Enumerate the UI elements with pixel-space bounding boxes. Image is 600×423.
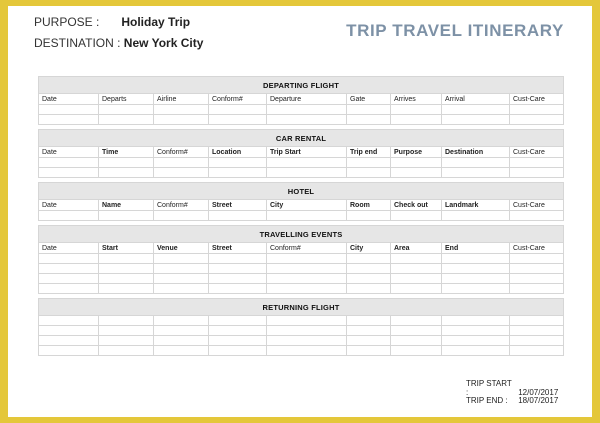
section-header <box>39 130 564 147</box>
entry-cell[interactable] <box>347 168 391 178</box>
entry-cell[interactable] <box>267 115 347 125</box>
entry-cell[interactable] <box>391 326 442 336</box>
column-header: Trip end <box>347 147 391 158</box>
column-header: Cust-Care <box>510 200 564 211</box>
entry-cell[interactable] <box>267 264 347 274</box>
table-row <box>39 168 564 178</box>
entry-cell[interactable] <box>267 336 347 346</box>
entry-cell[interactable] <box>39 316 99 326</box>
column-header: Street <box>209 243 267 254</box>
entry-cell[interactable] <box>209 346 267 356</box>
section-title: TRAVELLING EVENTS <box>39 226 564 243</box>
entry-cell[interactable] <box>154 316 209 326</box>
entry-cell[interactable] <box>267 316 347 326</box>
entry-cell[interactable] <box>510 336 564 346</box>
entry-cell[interactable] <box>510 346 564 356</box>
entry-cell[interactable] <box>39 254 99 264</box>
destination-line <box>34 36 203 50</box>
entry-cell[interactable] <box>39 264 99 274</box>
table-row <box>39 346 564 356</box>
entry-cell[interactable] <box>347 284 391 294</box>
entry-cell[interactable] <box>99 168 154 178</box>
entry-cell[interactable] <box>442 264 510 274</box>
entry-cell[interactable] <box>347 254 391 264</box>
entry-cell[interactable] <box>39 336 99 346</box>
entry-cell[interactable] <box>154 158 209 168</box>
entry-cell[interactable] <box>99 264 154 274</box>
entry-cell[interactable] <box>99 284 154 294</box>
section-title: HOTEL <box>39 183 564 200</box>
entry-cell[interactable] <box>99 336 154 346</box>
entry-cell[interactable] <box>391 158 442 168</box>
column-header: Date <box>39 200 99 211</box>
entry-cell[interactable] <box>154 346 209 356</box>
entry-cell[interactable] <box>99 254 154 264</box>
entry-cell[interactable] <box>391 316 442 326</box>
column-header: Conform# <box>154 200 209 211</box>
entry-cell[interactable] <box>154 264 209 274</box>
column-header: Check out <box>391 200 442 211</box>
column-header: City <box>267 200 347 211</box>
entry-cell[interactable] <box>510 274 564 284</box>
column-header: Conform# <box>267 243 347 254</box>
entry-cell[interactable] <box>99 274 154 284</box>
entry-cell[interactable] <box>39 211 99 221</box>
entry-cell[interactable] <box>442 274 510 284</box>
column-header: Trip Start <box>267 147 347 158</box>
entry-cell[interactable] <box>267 105 347 115</box>
entry-cell[interactable] <box>154 284 209 294</box>
entry-cell[interactable] <box>391 115 442 125</box>
entry-cell[interactable] <box>267 158 347 168</box>
section-title: CAR RENTAL <box>39 130 564 147</box>
entry-cell[interactable] <box>510 316 564 326</box>
column-header: Conform# <box>154 147 209 158</box>
entry-cell[interactable] <box>347 336 391 346</box>
entry-cell[interactable] <box>347 158 391 168</box>
trip-end-value: 18/07/2017 <box>518 396 559 405</box>
entry-cell[interactable] <box>510 105 564 115</box>
entry-cell[interactable] <box>347 326 391 336</box>
entry-cell[interactable] <box>267 211 347 221</box>
column-header: Departure <box>267 94 347 105</box>
table-row <box>39 316 564 326</box>
entry-cell[interactable] <box>442 158 510 168</box>
entry-cell[interactable] <box>154 254 209 264</box>
entry-cell[interactable] <box>347 105 391 115</box>
entry-cell[interactable] <box>154 105 209 115</box>
entry-cell[interactable] <box>267 284 347 294</box>
itinerary-page <box>8 6 592 417</box>
purpose-value: Holiday Trip <box>121 15 191 29</box>
column-header: End <box>442 243 510 254</box>
entry-cell[interactable] <box>99 346 154 356</box>
entry-cell[interactable] <box>347 346 391 356</box>
entry-cell[interactable] <box>39 105 99 115</box>
entry-cell[interactable] <box>209 115 267 125</box>
entry-cell[interactable] <box>391 168 442 178</box>
section-header <box>39 299 564 316</box>
column-header: Venue <box>154 243 209 254</box>
entry-cell[interactable] <box>510 264 564 274</box>
column-header: Destination <box>442 147 510 158</box>
column-header: Cust-Care <box>510 94 564 105</box>
entry-cell[interactable] <box>510 115 564 125</box>
entry-cell[interactable] <box>347 211 391 221</box>
column-header: Start <box>99 243 154 254</box>
trip-end-label: TRIP END : <box>466 396 508 405</box>
entry-cell[interactable] <box>39 158 99 168</box>
entry-cell[interactable] <box>267 326 347 336</box>
entry-cell[interactable] <box>39 115 99 125</box>
entry-cell[interactable] <box>209 105 267 115</box>
entry-cell[interactable] <box>209 326 267 336</box>
entry-cell[interactable] <box>209 316 267 326</box>
table-row <box>39 274 564 284</box>
section-title: RETURNING FLIGHT <box>39 299 564 316</box>
column-header: Landmark <box>442 200 510 211</box>
entry-cell[interactable] <box>99 326 154 336</box>
entry-cell[interactable] <box>154 168 209 178</box>
entry-cell[interactable] <box>209 254 267 264</box>
table-row <box>39 326 564 336</box>
entry-cell[interactable] <box>154 336 209 346</box>
entry-cell[interactable] <box>209 211 267 221</box>
table-row <box>39 115 564 125</box>
column-header: Name <box>99 200 154 211</box>
entry-cell[interactable] <box>39 168 99 178</box>
section-header <box>39 226 564 243</box>
entry-cell[interactable] <box>154 274 209 284</box>
column-header: Cust-Care <box>510 243 564 254</box>
destination-value: New York City <box>123 36 204 50</box>
column-header-row <box>39 200 564 211</box>
entry-cell[interactable] <box>442 105 510 115</box>
entry-cell[interactable] <box>442 346 510 356</box>
entry-cell[interactable] <box>510 254 564 264</box>
purpose-line <box>34 15 190 29</box>
section-title: DEPARTING FLIGHT <box>39 77 564 94</box>
column-header: Cust-Care <box>510 147 564 158</box>
entry-cell[interactable] <box>510 168 564 178</box>
column-header: Street <box>209 200 267 211</box>
table-row <box>39 254 564 264</box>
entry-cell[interactable] <box>391 264 442 274</box>
table-row <box>39 158 564 168</box>
entry-cell[interactable] <box>510 326 564 336</box>
entry-cell[interactable] <box>510 211 564 221</box>
entry-cell[interactable] <box>209 274 267 284</box>
entry-cell[interactable] <box>347 316 391 326</box>
entry-cell[interactable] <box>391 211 442 221</box>
document-title: TRIP TRAVEL ITINERARY <box>346 21 564 40</box>
column-header-row <box>39 147 564 158</box>
column-header-row <box>39 94 564 105</box>
column-header: Gate <box>347 94 391 105</box>
column-header-row <box>39 243 564 254</box>
entry-cell[interactable] <box>267 346 347 356</box>
column-header: Time <box>99 147 154 158</box>
entry-cell[interactable] <box>267 254 347 264</box>
column-header: Location <box>209 147 267 158</box>
column-header: Room <box>347 200 391 211</box>
entry-cell[interactable] <box>267 274 347 284</box>
table-row <box>39 264 564 274</box>
entry-cell[interactable] <box>267 168 347 178</box>
entry-cell[interactable] <box>209 168 267 178</box>
entry-cell[interactable] <box>209 158 267 168</box>
entry-cell[interactable] <box>347 264 391 274</box>
entry-cell[interactable] <box>154 211 209 221</box>
entry-cell[interactable] <box>154 115 209 125</box>
table-row <box>39 105 564 115</box>
entry-cell[interactable] <box>209 284 267 294</box>
column-header: City <box>347 243 391 254</box>
entry-cell[interactable] <box>39 346 99 356</box>
entry-cell[interactable] <box>391 105 442 115</box>
column-header: Arrives <box>391 94 442 105</box>
entry-cell[interactable] <box>510 284 564 294</box>
entry-cell[interactable] <box>442 284 510 294</box>
entry-cell[interactable] <box>39 284 99 294</box>
entry-cell[interactable] <box>442 115 510 125</box>
entry-cell[interactable] <box>99 158 154 168</box>
trip-start-line <box>466 379 558 397</box>
entry-cell[interactable] <box>347 115 391 125</box>
entry-cell[interactable] <box>510 158 564 168</box>
entry-cell[interactable] <box>347 274 391 284</box>
destination-label: DESTINATION : <box>34 36 121 50</box>
entry-cell[interactable] <box>209 264 267 274</box>
entry-cell[interactable] <box>39 274 99 284</box>
section-header <box>39 183 564 200</box>
column-header: Date <box>39 243 99 254</box>
table-row <box>39 336 564 346</box>
section-header <box>39 77 564 94</box>
entry-cell[interactable] <box>442 211 510 221</box>
entry-cell[interactable] <box>442 254 510 264</box>
entry-cell[interactable] <box>154 326 209 336</box>
entry-cell[interactable] <box>99 316 154 326</box>
entry-cell[interactable] <box>442 326 510 336</box>
purpose-label: PURPOSE : <box>34 15 100 29</box>
column-header: Arrival <box>442 94 510 105</box>
table-row <box>39 211 564 221</box>
column-header: Conform# <box>209 94 267 105</box>
trip-end-line <box>466 396 558 405</box>
column-header: Date <box>39 147 99 158</box>
column-header: Area <box>391 243 442 254</box>
entry-cell[interactable] <box>99 115 154 125</box>
entry-cell[interactable] <box>391 254 442 264</box>
entry-cell[interactable] <box>442 168 510 178</box>
entry-cell[interactable] <box>209 336 267 346</box>
entry-cell[interactable] <box>99 211 154 221</box>
entry-cell[interactable] <box>391 336 442 346</box>
entry-cell[interactable] <box>442 316 510 326</box>
table-row <box>39 284 564 294</box>
trip-start-value: 12/07/2017 <box>518 388 559 397</box>
trip-start-label: TRIP START : <box>466 379 512 397</box>
entry-cell[interactable] <box>391 284 442 294</box>
itinerary-table <box>38 76 564 356</box>
column-header: Date <box>39 94 99 105</box>
column-header: Purpose <box>391 147 442 158</box>
column-header: Departs <box>99 94 154 105</box>
entry-cell[interactable] <box>39 326 99 336</box>
entry-cell[interactable] <box>391 346 442 356</box>
entry-cell[interactable] <box>391 274 442 284</box>
column-header: Airline <box>154 94 209 105</box>
entry-cell[interactable] <box>99 105 154 115</box>
entry-cell[interactable] <box>442 336 510 346</box>
